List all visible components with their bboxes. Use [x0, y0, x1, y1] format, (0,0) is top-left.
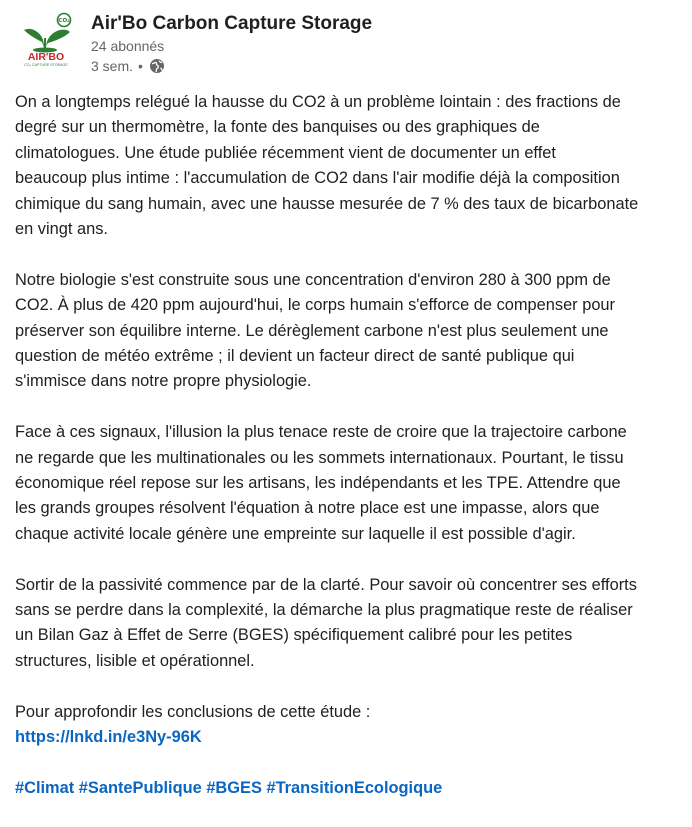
meta-separator: •: [138, 58, 143, 74]
text-line: un Bilan Gaz à Effet de Serre (BGES) spécifiquement calibré pour les petites: [15, 626, 573, 645]
svg-text:CO₂: CO₂: [58, 18, 70, 25]
text-line: climatologues. Une étude publiée récemment vient de documenter un effet: [15, 143, 556, 162]
text-line: Sortir de la passivité commence par de la clarté. Pour savoir où concentrer ses efforts: [15, 575, 637, 594]
text-line: s'immisce dans notre propre physiologie.: [15, 372, 312, 391]
post-meta: [91, 56, 591, 76]
svg-text:AIR'BO: AIR'BO: [27, 51, 65, 63]
text-line: chimique du sang humain, avec une hausse mesurée de 7 % des taux de bicarbonate: [15, 194, 639, 213]
text-line: Notre biologie s'est construite sous une concentration d'environ 280 à 300 ppm de: [15, 270, 611, 289]
text-line: structures, lisible et opérationnel.: [15, 651, 255, 670]
hashtag-santepublique[interactable]: #SantePublique: [78, 778, 202, 797]
follower-count: 24 abonnés: [91, 38, 165, 54]
text-line: Face à ces signaux, l'illusion la plus tenace reste de croire que la trajectoire carbone: [15, 423, 627, 442]
text-line: les grands groupes résolvent l'équation à notre place est une impasse, alors que: [15, 499, 600, 518]
post-paragraph: [15, 90, 683, 242]
company-logo[interactable]: [20, 12, 72, 68]
post-paragraph: [15, 700, 683, 751]
airbo-logo-icon: [20, 12, 72, 68]
post-paragraph: [15, 268, 683, 395]
svg-text:CO₂ CAPTURE STORAGE: CO₂ CAPTURE STORAGE: [24, 63, 68, 67]
text-line: CO2. À plus de 420 ppm aujourd'hui, le corps humain s'efforce de compenser pour: [15, 296, 616, 315]
author-info: [91, 12, 591, 76]
text-line: question de météo extrême ; il devient un facteur direct de santé publique qui: [15, 347, 575, 366]
post-paragraph: [15, 573, 683, 675]
text-line: chaque activité locale génère une empreinte sur laquelle il est possible d'agir.: [15, 524, 576, 543]
text-line: On a longtemps relégué la hausse du CO2 à un problème lointain : des fractions de: [15, 93, 621, 111]
hashtag-list: [15, 776, 683, 801]
text-line: économique réel repose sur les artisans, les indépendants et les TPE. Attendre que: [15, 474, 621, 493]
text-line: beaucoup plus intime : l'accumulation de CO2 dans l'air modifie déjà la composition: [15, 169, 620, 188]
text-line: préserver son équilibre interne. Le dérèglement carbone n'est plus seulement une: [15, 321, 609, 340]
text-line: en vingt ans.: [15, 220, 108, 239]
post-paragraph: [15, 420, 683, 547]
author-name[interactable]: Air'Bo Carbon Capture Storage: [91, 13, 373, 34]
post-body: [15, 90, 683, 827]
text-line: ne regarde que les multinationales ou les sommets internationaux. Pourtant, le tissu: [15, 448, 624, 467]
text-line: degré sur un thermomètre, la fonte des banquises ou des graphiques de: [15, 118, 540, 137]
globe-icon: [149, 58, 165, 74]
post-time[interactable]: 3 sem.: [91, 58, 134, 74]
hashtag-climat[interactable]: #Climat: [15, 778, 75, 797]
hashtag-transitionecologique[interactable]: #TransitionEcologique: [266, 778, 443, 797]
hashtag-bges[interactable]: #BGES: [206, 778, 262, 797]
text-line: sans se perdre dans la complexité, la démarche la plus pragmatique reste de réaliser: [15, 601, 633, 620]
study-link[interactable]: https://lnkd.in/e3Ny-96K: [15, 728, 202, 747]
cta-line: Pour approfondir les conclusions de cette étude :: [15, 702, 371, 721]
